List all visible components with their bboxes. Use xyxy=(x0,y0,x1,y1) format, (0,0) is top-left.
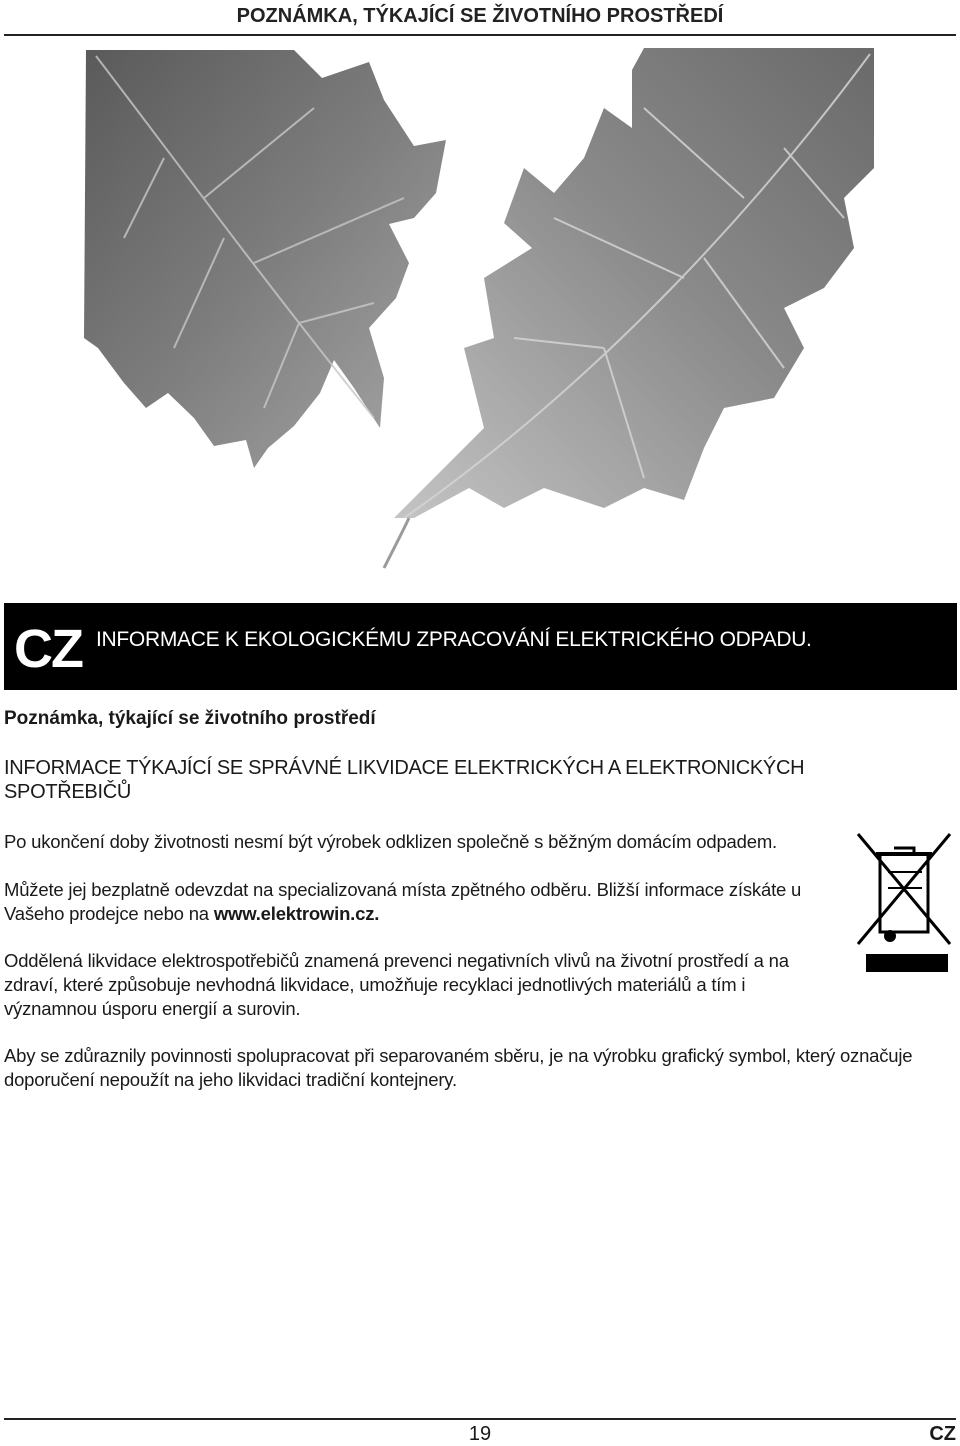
banner-title: INFORMACE K EKOLOGICKÉMU ZPRACOVÁNÍ ELEKTRICKÉHO ODPADU. xyxy=(96,628,812,651)
page-number: 19 xyxy=(468,1423,492,1445)
paragraph-symbol: Aby se zdůraznily povinnosti spolupracovat při separovaném sběru, je na výrobku grafický symbol, který označuje doporučení nepoužít na jeho likvidaci tradiční kontejnery. xyxy=(4,1045,913,1090)
paragraph-return-text: Můžete jej bezplatně odevzdat na specializovaná místa zpětného odběru. Bližší informace získáte u Vašeho prodejce nebo na xyxy=(4,879,802,924)
header-rule xyxy=(4,34,956,36)
page-header: POZNÁMKA, TÝKAJÍCÍ SE ŽIVOTNÍHO PROSTŘEDÍ xyxy=(236,5,724,27)
footer-rule xyxy=(4,1418,956,1420)
section-heading: Poznámka, týkající se životního prostředí xyxy=(4,708,376,729)
caps-heading: INFORMACE TÝKAJÍCÍ SE SPRÁVNÉ LIKVIDACE ELEKTRICKÝCH A ELEKTRONICKÝCH SPOTŘEBIČŮ xyxy=(4,757,805,803)
paragraph-separation: Oddělená likvidace elektrospotřebičů znamená prevenci negativních vlivů na životní prostředí a na zdraví, které způsobuje nevhodná likvidace, umožňuje recyklaci jednotlivých materiálů a tím i významnou úsporu energií a surovin. xyxy=(4,950,789,1019)
oak-leaves-photo xyxy=(84,48,874,588)
paragraph-return xyxy=(4,878,844,926)
banner xyxy=(4,603,957,690)
language-code: CZ xyxy=(14,619,82,679)
footer-language-code: CZ xyxy=(929,1423,956,1445)
crossed-out-wheelie-bin-icon xyxy=(856,828,952,978)
website-link[interactable]: www.elektrowin.cz. xyxy=(213,903,380,924)
paragraph-disposal: Po ukončení doby životnosti nesmí být výrobek odklizen společně s běžným domácím odpadem. xyxy=(4,831,777,852)
